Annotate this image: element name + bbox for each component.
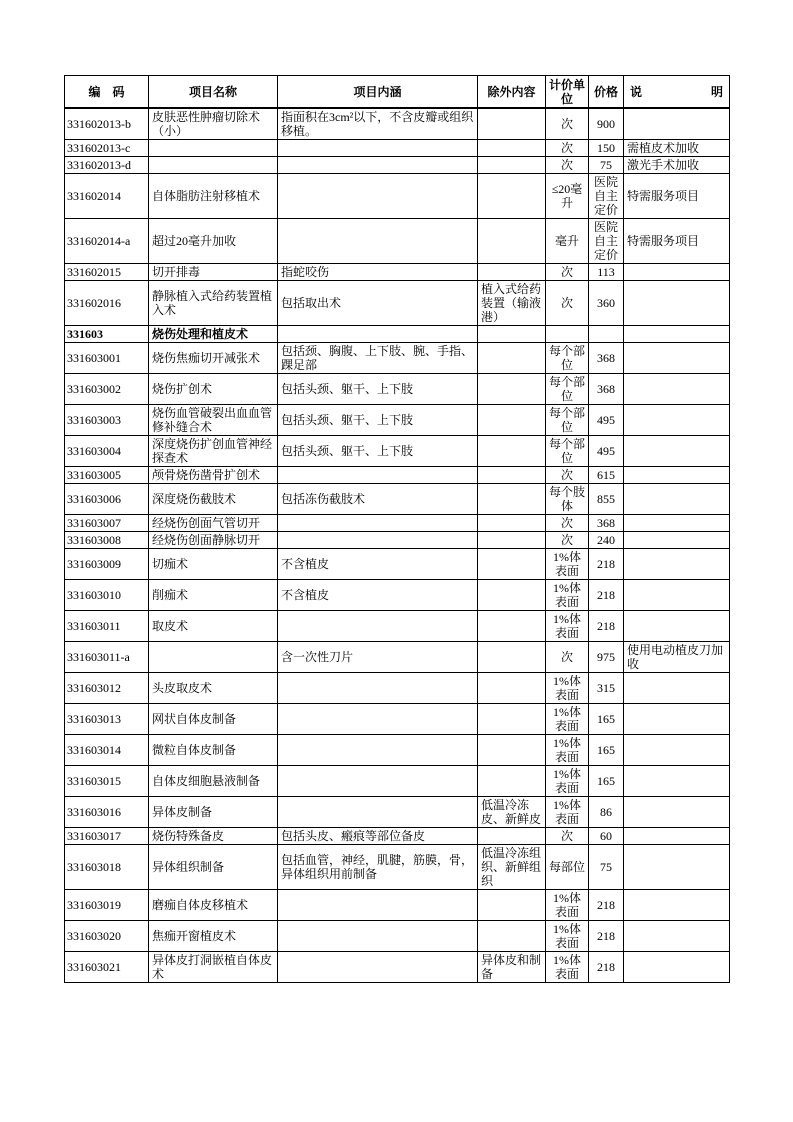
cell-exclusion xyxy=(478,704,546,735)
cell-exclusion xyxy=(478,219,546,264)
cell-code: 331602013-d xyxy=(65,157,149,174)
table-row xyxy=(65,549,730,580)
table-row xyxy=(65,484,730,515)
cell-name: 取皮术 xyxy=(149,611,278,642)
cell-exclusion xyxy=(478,549,546,580)
cell-content xyxy=(278,673,478,704)
cell-code: 331603020 xyxy=(65,921,149,952)
cell-price: 218 xyxy=(589,921,624,952)
cell-name: 静脉植入式给药装置植入术 xyxy=(149,281,278,326)
cell-name: 颅骨烧伤凿骨扩创术 xyxy=(149,467,278,484)
table-row xyxy=(65,219,730,264)
cell-name xyxy=(149,140,278,157)
table-row xyxy=(65,611,730,642)
cell-exclusion xyxy=(478,326,546,343)
cell-name: 烧伤处理和植皮术 xyxy=(149,326,278,343)
cell-content xyxy=(278,219,478,264)
table-row xyxy=(65,921,730,952)
cell-price: 855 xyxy=(589,484,624,515)
cell-content: 包括头颈、躯干、上下肢 xyxy=(278,405,478,436)
cell-price: 975 xyxy=(589,642,624,673)
cell-code: 331603012 xyxy=(65,673,149,704)
cell-unit: 1%体表面 xyxy=(546,735,589,766)
cell-content xyxy=(278,952,478,983)
cell-name: 深度烧伤扩创血管神经探查术 xyxy=(149,436,278,467)
cell-note xyxy=(624,515,730,532)
cell-note xyxy=(624,735,730,766)
cell-exclusion xyxy=(478,611,546,642)
cell-unit: 每个部位 xyxy=(546,405,589,436)
cell-code: 331603005 xyxy=(65,467,149,484)
cell-note xyxy=(624,580,730,611)
cell-exclusion xyxy=(478,374,546,405)
col-header-content: 项目内涵 xyxy=(278,76,478,109)
cell-code: 331603021 xyxy=(65,952,149,983)
cell-content: 不含植皮 xyxy=(278,549,478,580)
cell-unit xyxy=(546,326,589,343)
cell-name: 异体组织制备 xyxy=(149,845,278,890)
cell-name: 削痂术 xyxy=(149,580,278,611)
cell-code: 331602013-c xyxy=(65,140,149,157)
cell-exclusion xyxy=(478,921,546,952)
cell-content xyxy=(278,515,478,532)
cell-name: 烧伤焦痂切开减张术 xyxy=(149,343,278,374)
cell-price: 218 xyxy=(589,549,624,580)
cell-unit: 1%体表面 xyxy=(546,580,589,611)
cell-code: 331603001 xyxy=(65,343,149,374)
cell-exclusion xyxy=(478,642,546,673)
cell-exclusion xyxy=(478,484,546,515)
cell-exclusion xyxy=(478,405,546,436)
cell-content: 包括头颈、躯干、上下肢 xyxy=(278,436,478,467)
table-row xyxy=(65,766,730,797)
cell-content xyxy=(278,532,478,549)
cell-price: 495 xyxy=(589,436,624,467)
cell-code: 331603016 xyxy=(65,797,149,828)
table-row xyxy=(65,108,730,140)
cell-name: 磨痂自体皮移植术 xyxy=(149,890,278,921)
table-row xyxy=(65,735,730,766)
cell-note xyxy=(624,532,730,549)
cell-exclusion xyxy=(478,108,546,140)
cell-price: 495 xyxy=(589,405,624,436)
cell-unit: 次 xyxy=(546,515,589,532)
cell-code: 331603011-a xyxy=(65,642,149,673)
cell-price: 368 xyxy=(589,515,624,532)
cell-price: 75 xyxy=(589,845,624,890)
cell-unit: 次 xyxy=(546,157,589,174)
cell-unit: 毫升 xyxy=(546,219,589,264)
cell-name: 经烧伤创面气管切开 xyxy=(149,515,278,532)
cell-code: 331603018 xyxy=(65,845,149,890)
cell-unit: 次 xyxy=(546,281,589,326)
cell-code: 331603010 xyxy=(65,580,149,611)
cell-unit: 次 xyxy=(546,108,589,140)
cell-code: 331603013 xyxy=(65,704,149,735)
cell-unit: 次 xyxy=(546,264,589,281)
cell-content: 包括冻伤截肢术 xyxy=(278,484,478,515)
cell-name: 切开排毒 xyxy=(149,264,278,281)
cell-code: 331603017 xyxy=(65,828,149,845)
cell-exclusion xyxy=(478,264,546,281)
cell-content xyxy=(278,467,478,484)
cell-price: 218 xyxy=(589,890,624,921)
cell-price: 医院自主定价 xyxy=(589,174,624,219)
cell-content: 包括头颈、躯干、上下肢 xyxy=(278,374,478,405)
cell-note xyxy=(624,467,730,484)
cell-name: 经烧伤创面静脉切开 xyxy=(149,532,278,549)
table-row xyxy=(65,673,730,704)
cell-code: 331603006 xyxy=(65,484,149,515)
table-body xyxy=(65,108,730,983)
cell-unit: 每个部位 xyxy=(546,436,589,467)
cell-unit: 1%体表面 xyxy=(546,890,589,921)
cell-content xyxy=(278,704,478,735)
col-header-price: 价格 xyxy=(589,76,624,109)
section-row xyxy=(65,326,730,343)
col-header-code: 编 码 xyxy=(65,76,149,109)
cell-note xyxy=(624,549,730,580)
cell-price: 900 xyxy=(589,108,624,140)
cell-exclusion xyxy=(478,174,546,219)
cell-exclusion xyxy=(478,766,546,797)
cell-unit: 次 xyxy=(546,828,589,845)
cell-exclusion xyxy=(478,580,546,611)
cell-exclusion xyxy=(478,467,546,484)
col-header-note: 说 明 xyxy=(624,76,730,109)
cell-unit: 每个部位 xyxy=(546,343,589,374)
cell-code: 331602016 xyxy=(65,281,149,326)
cell-unit: 1%体表面 xyxy=(546,952,589,983)
cell-price: 113 xyxy=(589,264,624,281)
cell-exclusion xyxy=(478,140,546,157)
cell-content: 包括取出术 xyxy=(278,281,478,326)
table-row xyxy=(65,436,730,467)
cell-content xyxy=(278,735,478,766)
cell-code: 331603019 xyxy=(65,890,149,921)
cell-unit: 每个部位 xyxy=(546,374,589,405)
cell-name: 自体皮细胞悬液制备 xyxy=(149,766,278,797)
cell-content: 包括颈、胸腹、上下肢、腕、手指、踝足部 xyxy=(278,343,478,374)
cell-note xyxy=(624,484,730,515)
cell-unit: 每个肢体 xyxy=(546,484,589,515)
cell-content: 不含植皮 xyxy=(278,580,478,611)
table-row xyxy=(65,845,730,890)
cell-note xyxy=(624,436,730,467)
table-row xyxy=(65,797,730,828)
cell-name: 切痂术 xyxy=(149,549,278,580)
cell-name: 头皮取皮术 xyxy=(149,673,278,704)
cell-note xyxy=(624,797,730,828)
cell-code: 331602015 xyxy=(65,264,149,281)
col-header-unit: 计价单位 xyxy=(546,76,589,109)
cell-price: 60 xyxy=(589,828,624,845)
cell-exclusion xyxy=(478,515,546,532)
cell-name: 超过20毫升加收 xyxy=(149,219,278,264)
table-row xyxy=(65,642,730,673)
col-header-exclusion: 除外内容 xyxy=(478,76,546,109)
cell-exclusion xyxy=(478,532,546,549)
cell-note: 需植皮术加收 xyxy=(624,140,730,157)
cell-code: 331602014 xyxy=(65,174,149,219)
cell-unit: 1%体表面 xyxy=(546,766,589,797)
cell-code: 331603015 xyxy=(65,766,149,797)
cell-note xyxy=(624,108,730,140)
cell-note xyxy=(624,890,730,921)
cell-content: 指蛇咬伤 xyxy=(278,264,478,281)
cell-name: 异体皮打洞嵌植自体皮术 xyxy=(149,952,278,983)
table-row xyxy=(65,174,730,219)
cell-content xyxy=(278,140,478,157)
cell-unit: 每部位 xyxy=(546,845,589,890)
cell-code: 331602013-b xyxy=(65,108,149,140)
cell-code: 331603004 xyxy=(65,436,149,467)
cell-unit: 1%体表面 xyxy=(546,704,589,735)
fee-table xyxy=(64,75,730,983)
cell-price: 218 xyxy=(589,952,624,983)
cell-name: 网状自体皮制备 xyxy=(149,704,278,735)
cell-code: 331603014 xyxy=(65,735,149,766)
cell-price: 368 xyxy=(589,374,624,405)
cell-price: 165 xyxy=(589,735,624,766)
cell-exclusion xyxy=(478,343,546,374)
cell-name: 深度烧伤截肢术 xyxy=(149,484,278,515)
cell-content xyxy=(278,766,478,797)
cell-exclusion: 低温冷冻皮、新鲜皮 xyxy=(478,797,546,828)
cell-unit: 1%体表面 xyxy=(546,549,589,580)
cell-exclusion xyxy=(478,735,546,766)
cell-note xyxy=(624,704,730,735)
cell-price: 368 xyxy=(589,343,624,374)
cell-exclusion xyxy=(478,673,546,704)
table-row xyxy=(65,281,730,326)
cell-name: 烧伤血管破裂出血血管修补缝合术 xyxy=(149,405,278,436)
cell-code: 331603003 xyxy=(65,405,149,436)
cell-price: 360 xyxy=(589,281,624,326)
cell-note xyxy=(624,264,730,281)
cell-unit: 1%体表面 xyxy=(546,797,589,828)
table-row xyxy=(65,264,730,281)
table-row xyxy=(65,828,730,845)
table-row xyxy=(65,952,730,983)
table-header xyxy=(65,76,730,109)
cell-note xyxy=(624,326,730,343)
cell-exclusion: 异体皮和制备 xyxy=(478,952,546,983)
cell-content xyxy=(278,890,478,921)
cell-name: 微粒自体皮制备 xyxy=(149,735,278,766)
cell-exclusion: 植入式给药装置（输液港） xyxy=(478,281,546,326)
cell-content: 指面积在3cm²以下，不含皮瓣或组织移植。 xyxy=(278,108,478,140)
cell-note: 激光手术加收 xyxy=(624,157,730,174)
cell-unit: 1%体表面 xyxy=(546,921,589,952)
cell-exclusion xyxy=(478,157,546,174)
cell-unit: 次 xyxy=(546,642,589,673)
cell-content xyxy=(278,157,478,174)
cell-note xyxy=(624,845,730,890)
cell-code: 331603011 xyxy=(65,611,149,642)
cell-code: 331603002 xyxy=(65,374,149,405)
cell-price: 75 xyxy=(589,157,624,174)
cell-price: 86 xyxy=(589,797,624,828)
cell-unit: 次 xyxy=(546,140,589,157)
cell-name xyxy=(149,642,278,673)
cell-content xyxy=(278,611,478,642)
cell-price: 240 xyxy=(589,532,624,549)
cell-unit: 次 xyxy=(546,467,589,484)
cell-content xyxy=(278,326,478,343)
col-header-name: 项目名称 xyxy=(149,76,278,109)
cell-price: 315 xyxy=(589,673,624,704)
cell-code: 331603 xyxy=(65,326,149,343)
cell-price: 218 xyxy=(589,580,624,611)
cell-note xyxy=(624,281,730,326)
table-row xyxy=(65,580,730,611)
table-row xyxy=(65,890,730,921)
table-row xyxy=(65,467,730,484)
cell-name: 烧伤扩创术 xyxy=(149,374,278,405)
cell-name: 自体脂肪注射移植术 xyxy=(149,174,278,219)
cell-price: 165 xyxy=(589,704,624,735)
cell-note xyxy=(624,405,730,436)
cell-price: 150 xyxy=(589,140,624,157)
cell-content xyxy=(278,921,478,952)
table-row xyxy=(65,374,730,405)
cell-name: 异体皮制备 xyxy=(149,797,278,828)
cell-price: 165 xyxy=(589,766,624,797)
cell-price: 医院自主定价 xyxy=(589,219,624,264)
table-row xyxy=(65,140,730,157)
cell-content: 包括血管，神经，肌腱，筋膜，骨，异体组织用前制备 xyxy=(278,845,478,890)
cell-content xyxy=(278,174,478,219)
cell-note xyxy=(624,343,730,374)
cell-exclusion xyxy=(478,890,546,921)
cell-note xyxy=(624,828,730,845)
cell-note xyxy=(624,611,730,642)
cell-note: 使用电动植皮刀加收 xyxy=(624,642,730,673)
cell-exclusion xyxy=(478,828,546,845)
cell-unit: 次 xyxy=(546,532,589,549)
cell-code: 331603009 xyxy=(65,549,149,580)
cell-name xyxy=(149,157,278,174)
cell-name: 烧伤特殊备皮 xyxy=(149,828,278,845)
cell-code: 331603007 xyxy=(65,515,149,532)
table-row xyxy=(65,532,730,549)
cell-price xyxy=(589,326,624,343)
table-row xyxy=(65,343,730,374)
table-row xyxy=(65,157,730,174)
cell-price: 218 xyxy=(589,611,624,642)
table-row xyxy=(65,704,730,735)
table-row xyxy=(65,405,730,436)
cell-price: 615 xyxy=(589,467,624,484)
cell-note xyxy=(624,952,730,983)
cell-exclusion: 低温冷冻组织、新鲜组织 xyxy=(478,845,546,890)
cell-note: 特需服务项目 xyxy=(624,219,730,264)
cell-code: 331602014-a xyxy=(65,219,149,264)
cell-note xyxy=(624,673,730,704)
cell-content xyxy=(278,797,478,828)
cell-unit: 1%体表面 xyxy=(546,611,589,642)
cell-note xyxy=(624,921,730,952)
cell-content: 包括头皮、瘢痕等部位备皮 xyxy=(278,828,478,845)
cell-exclusion xyxy=(478,436,546,467)
cell-note xyxy=(624,374,730,405)
cell-note xyxy=(624,766,730,797)
cell-name: 皮肤恶性肿瘤切除术（小） xyxy=(149,108,278,140)
cell-code: 331603008 xyxy=(65,532,149,549)
cell-note: 特需服务项目 xyxy=(624,174,730,219)
cell-content: 含一次性刀片 xyxy=(278,642,478,673)
cell-name: 焦痂开窗植皮术 xyxy=(149,921,278,952)
table-row xyxy=(65,515,730,532)
cell-unit: 1%体表面 xyxy=(546,673,589,704)
cell-unit: ≤20毫升 xyxy=(546,174,589,219)
